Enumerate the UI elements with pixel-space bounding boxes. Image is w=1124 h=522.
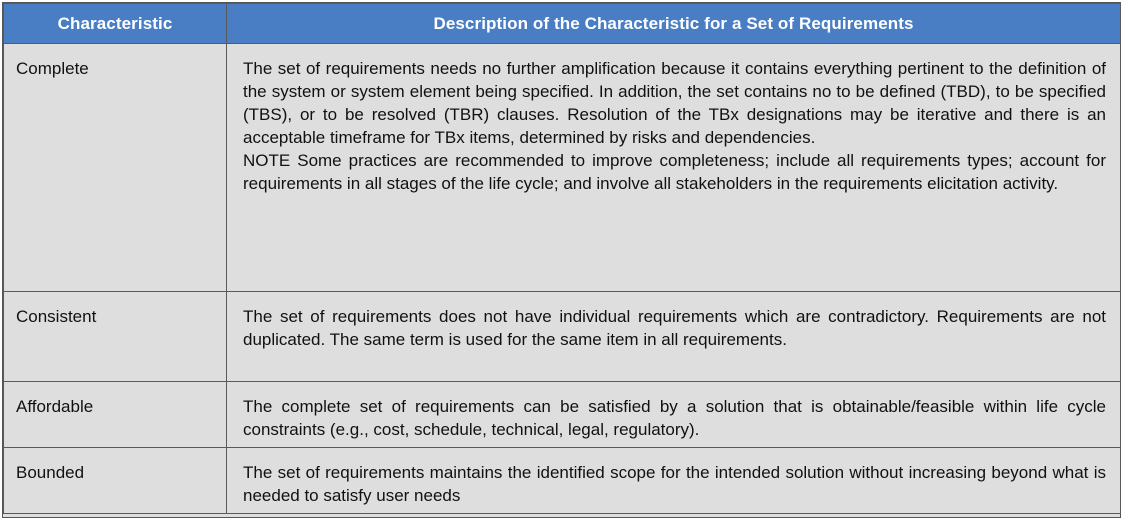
characteristic-cell: Consistent — [4, 292, 227, 382]
description-cell: The complete set of requirements can be satisfied by a solution that is obtainable/feasible within life cycle constraints (e.g., cost, schedule, technical, legal, regulatory). — [227, 382, 1121, 448]
description-cell: The set of requirements does not have individual requirements which are contradictory. Requirements are not duplicated. The same term is used for the same item in all requirements. — [227, 292, 1121, 382]
characteristic-cell: Complete — [4, 44, 227, 292]
table-header-row — [4, 4, 1121, 44]
table-row — [4, 448, 1121, 514]
characteristic-cell: Bounded — [4, 448, 227, 514]
description-text: The set of requirements needs no further amplification because it contains everything pertinent to the definition of the system or system element being specified. In addition, the set contains no to be defined (TBD), to be specified (TBS), or to be resolved (TBR) clauses. Resolution of the TBx designations may be iterative and there is an acceptable timeframe for TBx items, determined by risks and dependencies. — [243, 59, 1106, 147]
table-row — [4, 292, 1121, 382]
description-cell: The set of requirements maintains the identified scope for the intended solution without increasing beyond what is needed to satisfy user needs — [227, 448, 1121, 514]
description-cell — [227, 44, 1121, 292]
table-row — [4, 382, 1121, 448]
characteristic-cell: Affordable — [4, 382, 227, 448]
description-note: NOTE Some practices are recommended to improve completeness; include all requirements types; account for requirements in all stages of the life cycle; and involve all stakeholders in the requirements elicitation activity. — [243, 151, 1106, 193]
header-description: Description of the Characteristic for a Set of Requirements — [227, 4, 1121, 44]
requirements-characteristics-table — [3, 3, 1121, 514]
requirements-table-frame — [2, 2, 1121, 518]
table-row — [4, 44, 1121, 292]
header-characteristic: Characteristic — [4, 4, 227, 44]
